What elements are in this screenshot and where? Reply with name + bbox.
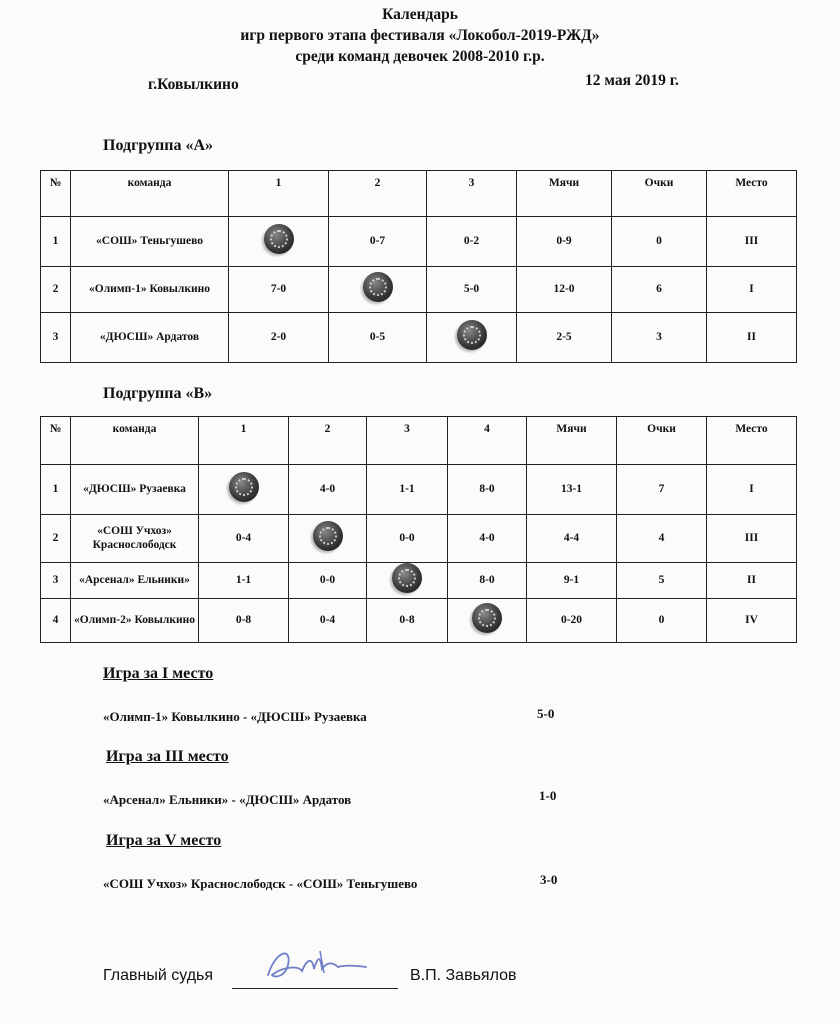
col-header: 2 bbox=[329, 171, 427, 217]
score-cell: 4-0 bbox=[448, 515, 527, 563]
col-header: Очки bbox=[612, 171, 707, 217]
col-header: 3 bbox=[367, 417, 448, 465]
final-3-title: Игра за V место bbox=[106, 832, 222, 849]
ball-icon bbox=[392, 563, 422, 593]
row-number: 3 bbox=[41, 313, 71, 363]
final-1-match: «Олимп-1» Ковылкино - «ДЮСШ» Рузаевка bbox=[103, 709, 367, 724]
place-cell: II bbox=[707, 563, 797, 599]
points-cell: 6 bbox=[612, 267, 707, 313]
place-cell: III bbox=[707, 217, 797, 267]
row-number: 2 bbox=[41, 267, 71, 313]
group-a-table bbox=[40, 170, 797, 363]
ball-icon bbox=[264, 224, 294, 254]
ball-icon bbox=[472, 603, 502, 633]
team-name: «ДЮСШ» Рузаевка bbox=[71, 465, 199, 515]
goals-cell: 12-0 bbox=[517, 267, 612, 313]
place-cell: IV bbox=[707, 599, 797, 643]
col-header: Мячи bbox=[517, 171, 612, 217]
goals-cell: 4-4 bbox=[527, 515, 617, 563]
points-cell: 0 bbox=[617, 599, 707, 643]
table-row bbox=[41, 217, 797, 267]
table-row bbox=[41, 465, 797, 515]
score-cell: 7-0 bbox=[229, 267, 329, 313]
city: г.Ковылкино bbox=[148, 76, 239, 93]
final-2-score: 1-0 bbox=[539, 788, 557, 803]
score-cell: 0-0 bbox=[367, 515, 448, 563]
self-cell bbox=[448, 599, 527, 643]
score-cell: 0-4 bbox=[199, 515, 289, 563]
doc-subtitle-2: среди команд девочек 2008-2010 г.р. bbox=[295, 48, 545, 65]
score-cell: 0-2 bbox=[427, 217, 517, 267]
doc-subtitle: игр первого этапа фестиваля «Локобол-2019-РЖД» bbox=[240, 27, 600, 44]
group-a-title: Подгруппа «А» bbox=[103, 137, 214, 154]
score-cell: 1-1 bbox=[367, 465, 448, 515]
place-cell: II bbox=[707, 313, 797, 363]
row-number: 1 bbox=[41, 465, 71, 515]
team-name: «Арсенал» Ельники» bbox=[71, 563, 199, 599]
date: 12 мая 2019 г. bbox=[585, 72, 679, 89]
self-cell bbox=[229, 217, 329, 267]
col-header: № bbox=[41, 417, 71, 465]
self-cell bbox=[329, 267, 427, 313]
col-header: № bbox=[41, 171, 71, 217]
row-number: 1 bbox=[41, 217, 71, 267]
score-cell: 0-7 bbox=[329, 217, 427, 267]
doc-title: Календарь bbox=[382, 6, 458, 23]
col-header: Очки bbox=[617, 417, 707, 465]
row-number: 2 bbox=[41, 515, 71, 563]
col-header: 2 bbox=[289, 417, 367, 465]
team-name: «Олимп-2» Ковылкино bbox=[71, 599, 199, 643]
row-number: 4 bbox=[41, 599, 71, 643]
table-row bbox=[41, 563, 797, 599]
final-3-match: «СОШ Учхоз» Краснослободск - «СОШ» Теньгушево bbox=[103, 876, 418, 891]
judge-label: Главный судья bbox=[103, 967, 214, 984]
points-cell: 5 bbox=[617, 563, 707, 599]
group-b-title: Подгруппа «В» bbox=[103, 385, 213, 402]
place-cell: I bbox=[707, 465, 797, 515]
ball-icon bbox=[313, 521, 343, 551]
score-cell: 0-8 bbox=[367, 599, 448, 643]
points-cell: 0 bbox=[612, 217, 707, 267]
score-cell: 0-8 bbox=[199, 599, 289, 643]
place-cell: I bbox=[707, 267, 797, 313]
points-cell: 7 bbox=[617, 465, 707, 515]
self-cell bbox=[427, 313, 517, 363]
score-cell: 2-0 bbox=[229, 313, 329, 363]
goals-cell: 2-5 bbox=[517, 313, 612, 363]
team-name: «Олимп-1» Ковылкино bbox=[71, 267, 229, 313]
points-cell: 4 bbox=[617, 515, 707, 563]
table-row bbox=[41, 515, 797, 563]
goals-cell: 0-9 bbox=[517, 217, 612, 267]
score-cell: 8-0 bbox=[448, 465, 527, 515]
group-b-table bbox=[40, 416, 797, 643]
col-header: 1 bbox=[229, 171, 329, 217]
table-header-row bbox=[41, 417, 797, 465]
col-header: команда bbox=[71, 417, 199, 465]
score-cell: 0-4 bbox=[289, 599, 367, 643]
col-header: 1 bbox=[199, 417, 289, 465]
goals-cell: 9-1 bbox=[527, 563, 617, 599]
col-header: Место bbox=[707, 417, 797, 465]
final-1-score: 5-0 bbox=[537, 706, 555, 721]
self-cell bbox=[199, 465, 289, 515]
ball-icon bbox=[363, 272, 393, 302]
goals-cell: 0-20 bbox=[527, 599, 617, 643]
score-cell: 0-0 bbox=[289, 563, 367, 599]
final-3-score: 3-0 bbox=[540, 872, 558, 887]
col-header: 3 bbox=[427, 171, 517, 217]
place-cell: III bbox=[707, 515, 797, 563]
self-cell bbox=[367, 563, 448, 599]
row-number: 3 bbox=[41, 563, 71, 599]
final-2-match: «Арсенал» Ельники» - «ДЮСШ» Ардатов bbox=[103, 792, 352, 807]
team-name: «СОШ» Теньгушево bbox=[71, 217, 229, 267]
team-name: «ДЮСШ» Ардатов bbox=[71, 313, 229, 363]
final-2-title: Игра за III место bbox=[106, 748, 229, 765]
table-header-row bbox=[41, 171, 797, 217]
points-cell: 3 bbox=[612, 313, 707, 363]
score-cell: 8-0 bbox=[448, 563, 527, 599]
table-row bbox=[41, 267, 797, 313]
table-row bbox=[41, 313, 797, 363]
signature-icon bbox=[262, 945, 372, 990]
col-header: 4 bbox=[448, 417, 527, 465]
judge-name: В.П. Завьялов bbox=[410, 967, 517, 984]
score-cell: 4-0 bbox=[289, 465, 367, 515]
score-cell: 5-0 bbox=[427, 267, 517, 313]
col-header: Место bbox=[707, 171, 797, 217]
ball-icon bbox=[229, 472, 259, 502]
ball-icon bbox=[457, 320, 487, 350]
score-cell: 1-1 bbox=[199, 563, 289, 599]
col-header: Мячи bbox=[527, 417, 617, 465]
goals-cell: 13-1 bbox=[527, 465, 617, 515]
final-1-title: Игра за I место bbox=[103, 665, 214, 682]
table-row bbox=[41, 599, 797, 643]
col-header: команда bbox=[71, 171, 229, 217]
self-cell bbox=[289, 515, 367, 563]
team-name: «СОШ Учхоз» Краснослободск bbox=[71, 515, 199, 563]
score-cell: 0-5 bbox=[329, 313, 427, 363]
